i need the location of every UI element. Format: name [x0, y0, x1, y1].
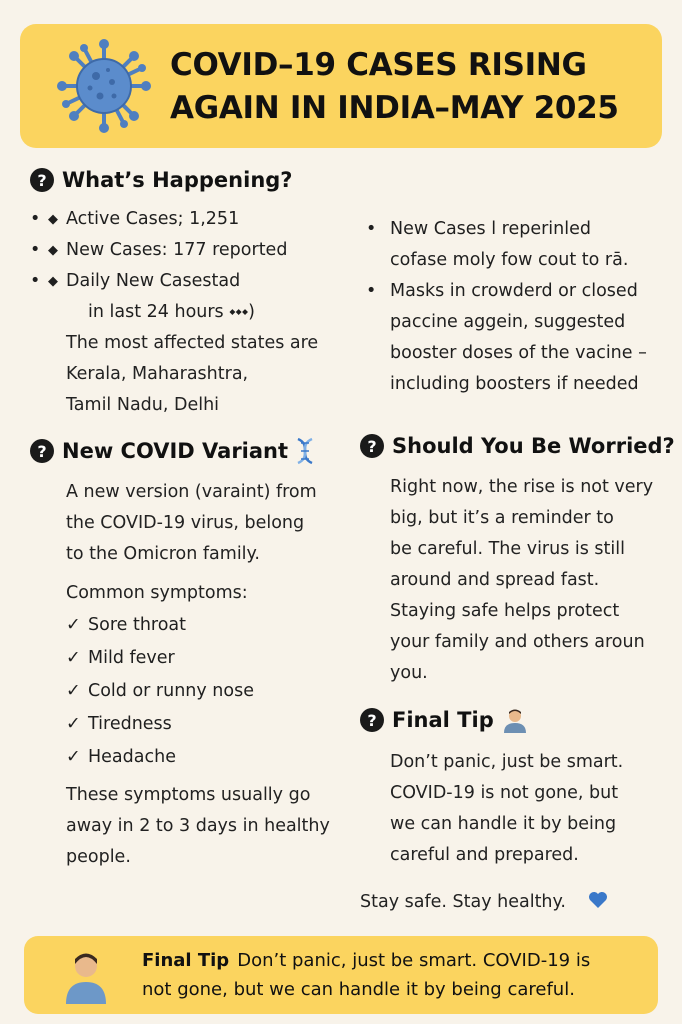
list-item-continuation: paccine aggein, suggested — [390, 312, 626, 332]
question-icon: ? — [360, 434, 384, 458]
check-icon: ✓ — [66, 747, 81, 767]
left-column — [30, 168, 350, 873]
title-line-2: AGAIN IN INDIA–MAY 2025 — [170, 90, 619, 126]
list-item-continuation: booster doses of the vacine – — [390, 343, 647, 363]
list-item: ✓ Headache — [66, 741, 350, 774]
whats-happening-heading — [30, 168, 350, 192]
final-tip-text: Don’t panic, just be smart. COVID-19 is not gone, but we can handle it by being careful and prepared. — [390, 752, 624, 865]
list-item: ✓ Mild fever — [66, 642, 350, 675]
page-title — [170, 44, 660, 130]
worried-title: Should You Be Worried? — [392, 434, 675, 458]
symptoms-outro: These symptoms usually go away in 2 to 3 days in healthy people. — [66, 785, 330, 867]
virus-icon — [54, 36, 154, 136]
list-item: ✓ Sore throat — [66, 609, 350, 642]
final-tip-heading — [360, 707, 670, 733]
person-icon — [502, 707, 528, 733]
list-item: • ◆ Daily New Casestad — [30, 271, 241, 291]
list-item: • New Cases l reperinled — [366, 219, 592, 239]
new-variant-title: New COVID Variant — [62, 439, 289, 463]
footer-label: Final Tip — [142, 950, 230, 971]
stay-safe-line — [360, 887, 670, 918]
check-icon: ✓ — [66, 648, 81, 668]
check-icon: ✓ — [66, 714, 81, 734]
footer-line-2: not gone, but we can handle it by being careful. — [142, 979, 575, 1000]
affected-states: The most affected states are Kerala, Maharashtra, Tamil Nadu, Delhi — [66, 333, 319, 415]
list-item: • ◆ New Cases: 177 reported — [30, 240, 288, 260]
list-item-continuation: cofase moly fow cout to rā. — [390, 250, 629, 270]
new-variant-heading — [30, 437, 350, 465]
variant-description: A new version (varaint) from the COVID-19 virus, belong to the Omicron family. — [66, 482, 317, 564]
worried-text: Right now, the rise is not very big, but it’s a reminder to be careful. The virus is still around and spread fast. Staying safe helps protect your family and others aroun you. — [390, 477, 654, 683]
stats-list — [30, 204, 350, 297]
question-icon: ? — [30, 439, 54, 463]
stay-safe-text: Stay safe. Stay healthy. — [360, 892, 566, 912]
list-item: • Masks in crowderd or closed — [366, 281, 638, 301]
title-banner — [20, 24, 662, 148]
footer-text — [142, 946, 642, 1004]
whats-happening-title: What’s Happening? — [62, 168, 293, 192]
list-item: ✓ Cold or runny nose — [66, 675, 350, 708]
final-tip-title: Final Tip — [392, 708, 494, 732]
footer-line-1: Don’t panic, just be smart. COVID-19 is — [237, 950, 591, 971]
check-icon: ✓ — [66, 615, 81, 635]
list-item-continuation: including boosters if needed — [390, 374, 639, 394]
worried-heading — [360, 434, 675, 458]
list-item-continuation: in last 24 hours ⬩⬩⬩) — [88, 302, 255, 322]
check-icon: ✓ — [66, 681, 81, 701]
list-item: • ◆ Active Cases; 1,251 — [30, 209, 240, 229]
title-line-1: COVID–19 CASES RISING — [170, 47, 587, 83]
dna-icon — [294, 437, 316, 465]
symptoms-list — [30, 609, 350, 774]
question-icon: ? — [360, 708, 384, 732]
blue-heart-icon — [588, 891, 608, 909]
person-avatar-icon — [64, 948, 108, 1004]
right-bullet-list — [360, 214, 670, 400]
right-column — [360, 214, 675, 918]
footer-banner — [24, 936, 658, 1014]
symptoms-label: Common symptoms: — [66, 583, 248, 603]
question-icon: ? — [30, 168, 54, 192]
list-item: ✓ Tiredness — [66, 708, 350, 741]
